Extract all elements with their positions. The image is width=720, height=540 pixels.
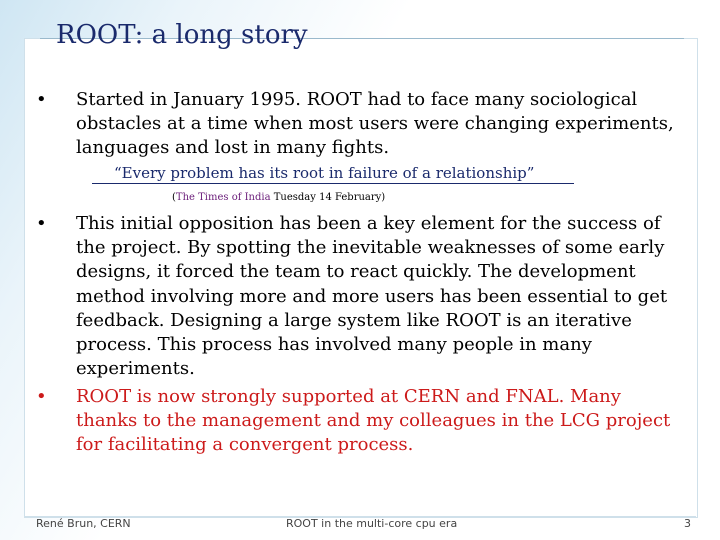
source-paper: The Times of India	[175, 192, 271, 203]
bullet-item-3	[36, 385, 676, 458]
source-open: (	[172, 192, 176, 203]
page-number: 3	[684, 517, 691, 530]
quote: “Every problem has its root in failure of a relationship”	[92, 163, 574, 184]
source-date: Tuesday 14 February)	[270, 192, 386, 203]
quote-source	[172, 192, 385, 203]
bullet-text: This initial opposition has been a key element for the success of the project. By spotting the inevitable weaknesses of some early designs, it forced the team to react quickly. The development method involving more and more users has been essential to get feedback. Designing a large system like ROOT is an iterative process. This process has involved many people in many experiments.	[76, 213, 668, 380]
slide-title: ROOT: a long story	[56, 20, 308, 50]
bullet-dot: •	[36, 89, 47, 110]
footer-author: René Brun, CERN	[36, 517, 131, 530]
footer-talk-title: ROOT in the multi-core cpu era	[286, 517, 458, 530]
bullet-dot: •	[36, 213, 47, 234]
bullet-text: ROOT is now strongly supported at CERN and FNAL. Many thanks to the management and my colleagues in the LCG project for facilitating a convergent process.	[76, 386, 671, 456]
bullet-item-1	[36, 88, 676, 161]
bullet-text: Started in January 1995. ROOT had to face many sociological obstacles at a time when most users were changing experiments, languages and lost in many fights.	[76, 89, 674, 159]
bullet-dot: •	[36, 386, 47, 407]
bullet-item-2	[36, 212, 676, 381]
